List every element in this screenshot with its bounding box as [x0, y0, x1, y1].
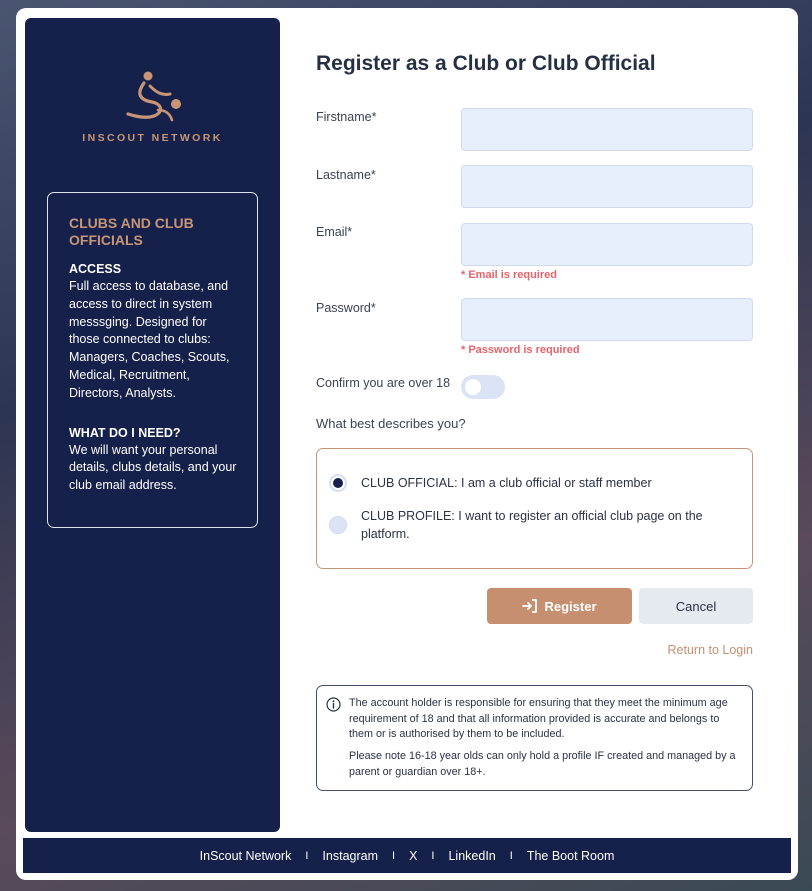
- logo: [25, 70, 280, 144]
- return-to-login-link[interactable]: Return to Login: [667, 643, 753, 657]
- footer-separator: I: [392, 849, 396, 862]
- account-type-options: [316, 448, 753, 569]
- age-confirm-label: Confirm you are over 18: [316, 376, 451, 390]
- age-notice: [316, 685, 753, 791]
- footer-link-instagram[interactable]: Instagram: [322, 848, 379, 863]
- account-type-info: [47, 192, 258, 528]
- firstname-label: Firstname*: [316, 110, 377, 124]
- footer: [23, 838, 791, 873]
- footer-separator: I: [431, 849, 435, 862]
- register-card: [16, 8, 798, 880]
- notice-text-1: The account holder is responsible for ensuring that they meet the minimum age requirement of 18 and that all information provided is accurate and belongs to them or is authorised by them to be included.: [349, 697, 728, 741]
- email-input[interactable]: [461, 223, 753, 266]
- footer-separator: I: [509, 849, 513, 862]
- option-club-profile[interactable]: [329, 507, 739, 543]
- register-label: Register: [544, 598, 597, 614]
- option-label: CLUB PROFILE: I want to register an official club page on the platform.: [361, 509, 703, 541]
- lastname-input[interactable]: [461, 165, 753, 208]
- sidebar: [25, 18, 280, 832]
- lastname-label: Lastname*: [316, 168, 376, 182]
- footer-link-boot-room[interactable]: The Boot Room: [526, 848, 615, 863]
- radio-unselected[interactable]: [329, 516, 347, 534]
- password-label: Password*: [316, 301, 376, 315]
- access-heading: ACCESS: [69, 262, 122, 276]
- toggle-knob: [465, 379, 481, 395]
- firstname-input[interactable]: [461, 108, 753, 151]
- register-button[interactable]: [487, 588, 632, 624]
- cancel-button[interactable]: Cancel: [639, 588, 753, 624]
- info-icon: [326, 697, 341, 712]
- access-text: Full access to database, and access to direct in system messsging. Designed for those connected to clubs: Managers, Coaches, Scouts, Medical, Recruitment, Directors, Analysts.: [69, 279, 230, 400]
- notice-text-2: Please note 16-18 year olds can only hold a profile IF created and managed by a parent or guardian over 18+.: [349, 750, 736, 778]
- radio-selected[interactable]: [329, 474, 347, 492]
- need-heading: WHAT DO I NEED?: [69, 425, 181, 440]
- email-label: Email*: [316, 225, 353, 239]
- age-confirm-toggle[interactable]: [461, 375, 505, 399]
- runner-logo-icon: [118, 70, 188, 126]
- need-text: We will want your personal details, clubs details, and your club email address.: [69, 442, 237, 493]
- info-title: CLUBS AND CLUB OFFICIALS: [69, 215, 194, 248]
- describe-question: What best describes you?: [316, 416, 466, 431]
- footer-link-linkedin[interactable]: LinkedIn: [448, 848, 496, 863]
- option-club-official[interactable]: [329, 474, 652, 492]
- login-arrow-icon: [522, 599, 538, 613]
- email-error: * Email is required: [461, 269, 557, 281]
- page-title: Register as a Club or Club Official: [316, 52, 656, 75]
- footer-separator: I: [305, 849, 309, 862]
- brand-name: INSCOUT NETWORK: [82, 132, 223, 144]
- footer-link-x[interactable]: X: [409, 848, 418, 863]
- password-input[interactable]: [461, 298, 753, 341]
- option-label: CLUB OFFICIAL: I am a club official or staff member: [361, 476, 652, 490]
- footer-link-inscout[interactable]: InScout Network: [199, 848, 292, 863]
- password-error: * Password is required: [461, 344, 580, 356]
